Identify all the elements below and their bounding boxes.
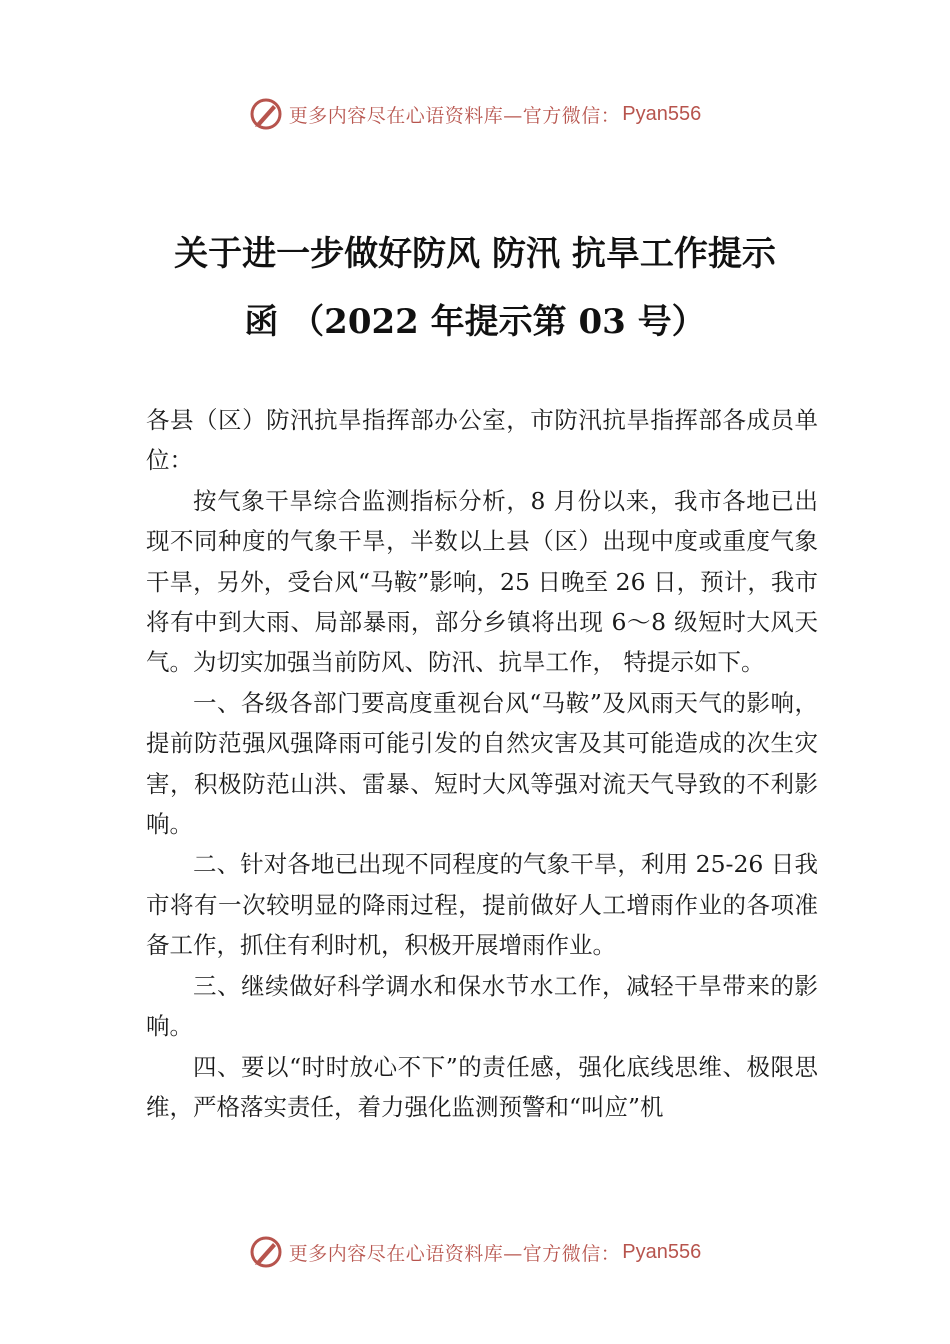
paragraph-item-4: 四、要以“时时放心不下”的责任感，强化底线思维、极限思维，严格落实责任，着力强化监测预警和“叫应”机	[146, 1052, 818, 1121]
title-line-1: 关于进一步做好防风 防汛 抗旱工作提示	[174, 234, 776, 274]
document-title	[120, 220, 830, 356]
pen-logo-icon	[249, 1235, 283, 1269]
watermark-wechat-id: Pyan556	[622, 102, 702, 125]
pen-logo-icon	[249, 97, 283, 131]
footer-watermark	[0, 1232, 950, 1272]
paragraph-item-1: 一、各级各部门要高度重视台风“马鞍”及风雨天气的影响，提前防范强风强降雨可能引发的自然灾害及其可能造成的次生灾害，积极防范山洪、雷暴、短时大风等强对流天气导致的不利影响。	[146, 688, 818, 839]
header-watermark	[0, 94, 950, 134]
title-line-2: 函 （2022 年提示第 03 号）	[244, 302, 706, 342]
salutation: 各县（区）防汛抗旱指挥部办公室，市防汛抗旱指挥部各成员单位：	[146, 406, 818, 475]
watermark-text: 更多内容尽在心语资料库—官方微信：	[288, 104, 621, 127]
watermark-text: 更多内容尽在心语资料库—官方微信：	[288, 1242, 621, 1265]
paragraph-item-2: 二、针对各地已出现不同程度的气象干旱，利用 25-26 日我市将有一次较明显的降雨过程，提前做好人工增雨作业的各项准备工作，抓住有利时机，积极开展增雨作业。	[146, 850, 818, 960]
watermark-wechat-id: Pyan556	[622, 1240, 702, 1263]
paragraph-intro: 按气象干旱综合监测指标分析，8 月份以来，我市各地已出现不同种度的气象干旱，半数以上县（区）出现中度或重度气象干旱，另外，受台风“马鞍”影响，25 日晚至 26 日，预计，我市将有中到大雨、局部暴雨，部分乡镇将出现 6～8 级短时大风天气。为切实加强当前防风、防汛、抗旱工作， 特提示如下。	[146, 486, 818, 677]
document-body	[146, 400, 818, 1127]
paragraph-item-3: 三、继续做好科学调水和保水节水工作，减轻干旱带来的影响。	[146, 971, 818, 1041]
